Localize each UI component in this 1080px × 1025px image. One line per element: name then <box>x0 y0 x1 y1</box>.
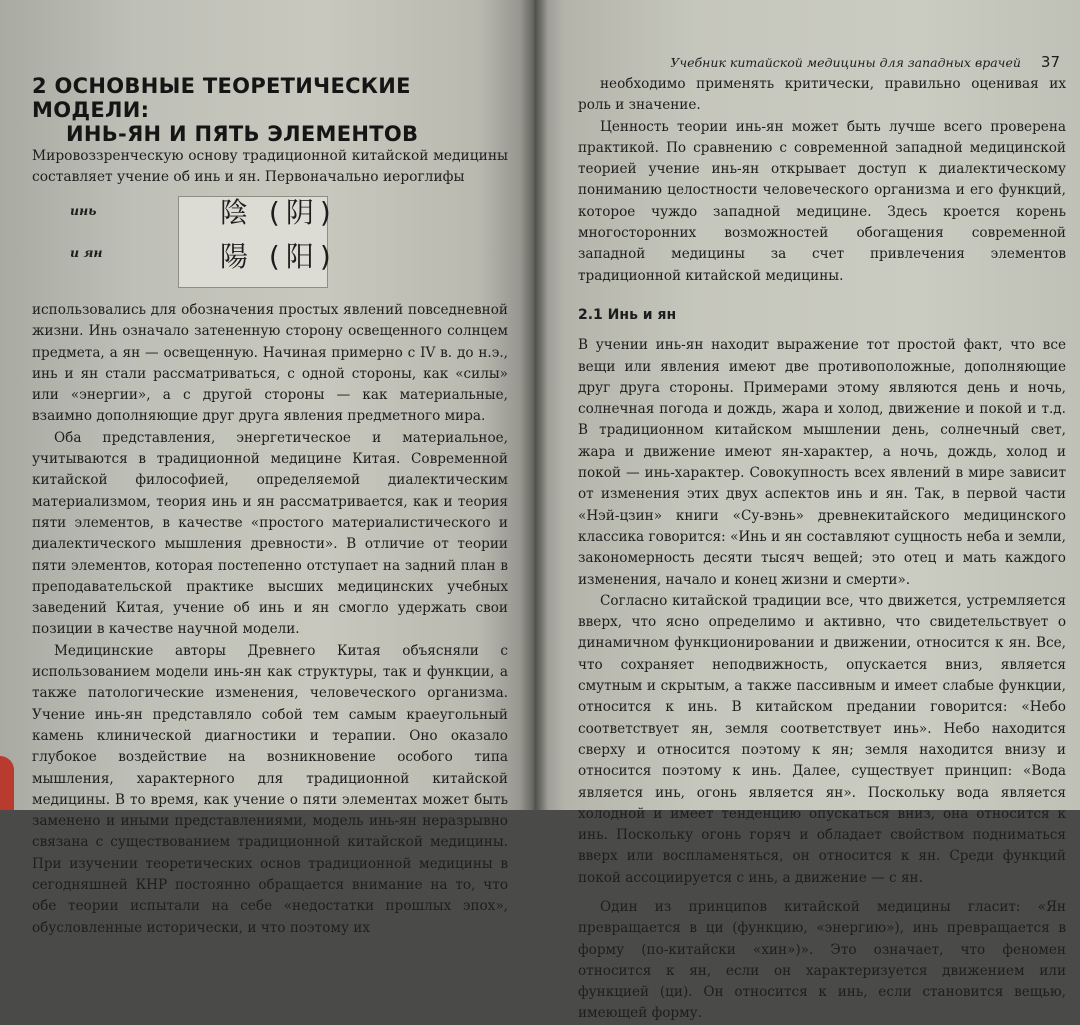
label-yang: и ян <box>70 245 103 260</box>
left-paragraph-2: Оба представления, энергетическое и материальное, учитываются в традиционной медицине Китая. Современной китайской философией, определяемой диалектическим материализмом, теория инь и ян рассматривается, как и теория пяти элементов, в качестве «простого материалистического и диалектического мышления древности». В отличие от теории пяти элементов, которая постепенно отступает на задний план в преподавательской практике высших медицинских учебных заведений Китая, учение об инь и ян смогло удержать свои позиции в качестве научной модели. <box>32 429 508 638</box>
running-head-title: Учебник китайской медицины для западных врачей <box>670 55 1021 70</box>
running-head <box>578 52 1060 73</box>
left-page <box>0 0 532 936</box>
red-bookmark <box>0 756 14 810</box>
hieroglyph-yang: 陽 (阳) <box>220 240 337 273</box>
right-page <box>532 0 1080 1022</box>
chapter-title-line2: ИНЬ-ЯН И ПЯТЬ ЭЛЕМЕНТОВ <box>66 122 419 146</box>
lead-paragraph: Мировоззренческую основу традиционной китайской медицины составляет учение об инь и ян. Первоначально иероглифы <box>32 148 508 185</box>
section-paragraph-1: В учении инь-ян находит выражение тот простой факт, что все вещи или явления имеют две противоположные, дополняющие друг друга стороны. Примерами этому являются день и ночь, солнечная погода и дождь, жара и холод, движение и покой и т.д. В традиционном китайском мышлении день, солнечный свет, жара и движение имеют ян-характер, а ночь, дождь, холод и покой — инь-характер. Совокупность всех явлений в мире зависит от изменения этих двух аспектов инь и ян. Так, в первой части «Нэй-цзин» книги «Су-вэнь» древнекитайского медицинского классика говорится: «Инь и ян составляют сущность неба и земли, закономерность десяти тысяч вещей; это отец и мать каждого изменения, начало и конец жизни и смерти». <box>578 337 1066 588</box>
right-page-body <box>578 74 1066 1025</box>
book-gutter <box>520 0 548 810</box>
hieroglyph-yin: 陰 (阴) <box>220 196 337 229</box>
left-paragraph-3: Медицинские авторы Древнего Китая объясняли с использованием модели инь-ян как структуры, так и функции, а также патологические изменения, человеческого организма. Учение инь-ян представляло собой тем самым краеугольный камень клинической диагностики и терапии. Оно оказало глубокое воздействие на возникновение особого типа мышления, характерного для традиционной китайской медицины. В то время, как учение о пяти элементах может быть заменено и иными представлениями, модель инь-ян неразрывно связана с существованием традиционной китайской медицины. При изучении теоретических основ традиционной медицины в сегодняшней КНР постоянно обращается внимание на то, что обе теории испытали на себе «недостатки прошлых эпох», обусловленные исторически, и что поэтому их <box>32 642 508 936</box>
chapter-title-line1: 2 ОСНОВНЫЕ ТЕОРЕТИЧЕСКИЕ МОДЕЛИ: <box>32 74 411 122</box>
section-paragraph-2: Согласно китайской традиции все, что движется, устремляется вверх, что ясно определимо и активно, что свидетельствует о динамичном функционировании и движении, относится к ян. Все, что сохраняет неподвижность, опускается вниз, является смутным и скрытым, а также пассивным и имеет слабые функции, относится к инь. В китайском предании говорится: «Небо соответствует ян, земля соответствует инь». Небо находится сверху и относится поэтому к ян; земля находится внизу и относится поэтому к инь. Далее, существует принцип: «Вода является инь, огонь является ян». Поскольку вода является холодной и имеет тенденцию опускаться вниз, она относится к инь. Поскольку огонь горяч и обладает свойством подниматься вверх или воспламеняться, он относится к ян. Среди функций покой ассоциируется с инь, а движение — с ян. <box>578 592 1066 886</box>
section-paragraph-3: Один из принципов китайской медицины гласит: «Ян превращается в ци (функцию, «энергию»), инь превращается в форму (по-китайски «хин»)». Это означает, что феномен относится к ян, если он характеризуется движением или функцией (ци). Он относится к инь, если становится вещью, имеющей форму. <box>578 898 1066 1022</box>
right-paragraph-1: необходимо применять критически, правильно оценивая их роль и значение. <box>578 76 1066 114</box>
right-paragraph-2: Ценность теории инь-ян может быть лучше всего проверена практикой. По сравнению с современной западной медицинской теорией учение инь-ян открывает доступ к диалектическому пониманию целостности человеческого организма и его функций, которое чуждо западной медицине. Здесь кроется корень многосторонних возможностей обогащения современной западной медицины за счет привлечения элементов традиционной китайской медицины. <box>578 118 1066 284</box>
label-yin: инь <box>70 203 97 218</box>
section-title: 2.1 Инь и ян <box>578 306 677 323</box>
chapter-title <box>32 74 508 146</box>
left-paragraph-1: использовались для обозначения простых явлений повседневной жизни. Инь означало затененную сторону освещенного солнцем предмета, а ян — освещенную. Начиная примерно с IV в. до н.э., инь и ян стали рассматриваться, с одной стороны, как «силы» или «энергии», а с другой стороны — как материальные, взаимно дополняющие друг друга явления предметного мира. <box>32 302 508 425</box>
page-number: 37 <box>1040 53 1060 71</box>
hieroglyph-figure <box>32 196 508 292</box>
